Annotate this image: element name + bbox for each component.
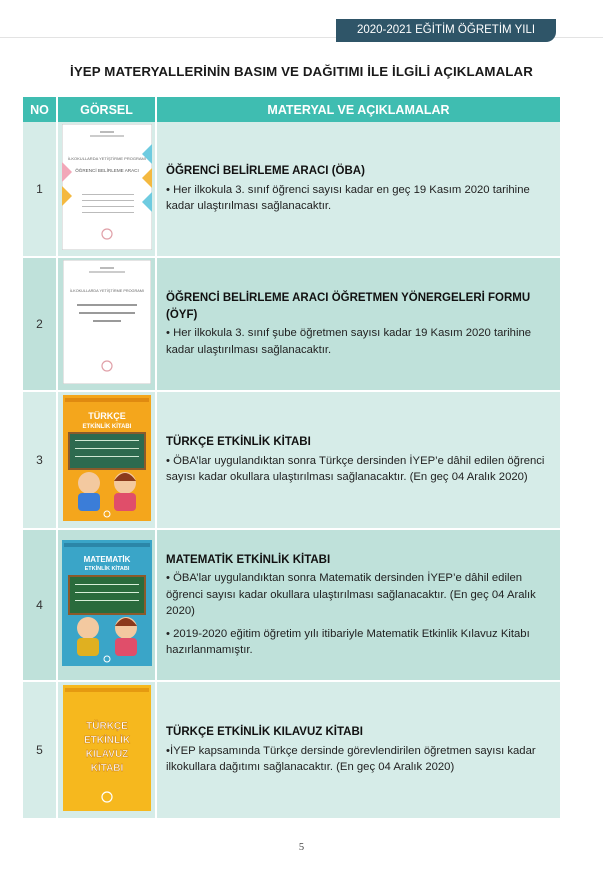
material-bullet: • Her ilkokula 3. sınıf öğrenci sayısı kadar en geç 19 Kasım 2020 tarihine kadar ulaştırılması sağlanacaktır. (166, 183, 530, 213)
column-header-no: NO (23, 97, 58, 122)
book-title-line-1: TÜRKÇE (87, 410, 126, 421)
book-title-line-2: ETKİNLİK (83, 734, 130, 746)
row-number: 5 (23, 682, 58, 820)
turkish-activity-book-cover (63, 395, 151, 521)
table-row (23, 682, 560, 820)
page-number: 5 (298, 842, 305, 853)
row-number: 4 (23, 530, 58, 682)
thumb-heading: İLKOKULLARDA YETİŞTİRME PROGRAMI (67, 155, 146, 161)
column-header-visual: GÖRSEL (58, 97, 157, 122)
row-number: 1 (23, 122, 58, 258)
material-description (157, 682, 560, 820)
thumbnail-cell (58, 122, 157, 258)
row-number: 2 (23, 258, 58, 392)
table-row (23, 122, 560, 258)
column-header-materials: MATERYAL VE AÇIKLAMALAR (157, 97, 560, 122)
academic-year-badge: 2020-2021 EĞİTİM ÖĞRETİM YILI (336, 19, 556, 42)
material-bullet: •İYEP kapsamında Türkçe dersinde görevlendirilen öğretmen sayısı kadar ilkokullara dağıtımı sağlanacaktır. (En geç 04 Aralık 2020) (166, 744, 536, 774)
table-row (23, 530, 560, 682)
material-title: TÜRKÇE ETKİNLİK KILAVUZ KİTABI (166, 726, 363, 739)
book-title-line-3: KILAVUZ (85, 748, 128, 760)
turkish-guide-book-cover (63, 685, 151, 811)
material-description (157, 392, 560, 530)
row-number: 3 (23, 392, 58, 530)
material-bullet: • ÖBA’lar uygulandıktan sonra Türkçe dersinden İYEP’e dâhil edilen öğrenci sayısı kadar okullara ulaştırılması sağlanacaktır. (En geç 04 Aralık 2020) (166, 454, 545, 484)
thumb-label: ÖĞRENCİ BELİRLEME ARACI (74, 167, 139, 173)
math-activity-book-cover (62, 540, 152, 666)
book-title-line-4: KİTABI (90, 762, 123, 774)
thumbnail-cell (58, 392, 157, 530)
book-title-line-1: MATEMATİK (83, 554, 130, 564)
material-title: ÖĞRENCİ BELİRLEME ARACI (ÖBA) (166, 165, 365, 178)
material-bullet: • 2019-2020 eğitim öğretim yılı itibariyle Matematik Etkinlik Kılavuz Kitabı hazırlanmamıştır. (166, 627, 530, 656)
material-description (157, 530, 560, 682)
book-title-line-2: ETKİNLİK KİTABI (82, 423, 131, 430)
book-title-line-2: ETKİNLİK KİTABI (84, 565, 129, 572)
book-title-line-1: TÜRKÇE (85, 720, 128, 732)
thumbnail-cell (58, 258, 157, 392)
material-description (157, 258, 560, 392)
thumbnail-cell (58, 530, 157, 682)
table-row (23, 392, 560, 530)
material-description (157, 122, 560, 258)
oba-form-thumbnail (62, 124, 152, 250)
oyf-form-thumbnail (63, 260, 151, 384)
page-title: İYEP MATERYALLERİNİN BASIM VE DAĞITIMI İLE İLGİLİ AÇIKLAMALAR (70, 64, 533, 79)
material-bullet: • Her ilkokula 3. sınıf şube öğretmen sayısı kadar 19 Kasım 2020 tarihine kadar ulaştırılması sağlanacaktır. (166, 327, 532, 356)
material-bullet: • ÖBA’lar uygulandıktan sonra Matematik dersinden İYEP’e dâhil edilen öğrenci sayısı kadar okullara ulaştırılması sağlanacaktır. (En geç 04 Aralık 2020) (166, 572, 536, 617)
materials-table (23, 97, 560, 820)
material-title: TÜRKÇE ETKİNLİK KİTABI (166, 436, 311, 449)
thumb-heading: İLKOKULLARDA YETİŞTİRME PROGRAMI (69, 288, 144, 293)
material-title: ÖĞRENCİ BELİRLEME ARACI ÖĞRETMEN YÖNERGELERİ FORMU (ÖYF) (166, 292, 531, 321)
thumbnail-cell (58, 682, 157, 820)
material-title: MATEMATİK ETKİNLİK KİTABI (166, 553, 331, 566)
table-row (23, 258, 560, 392)
